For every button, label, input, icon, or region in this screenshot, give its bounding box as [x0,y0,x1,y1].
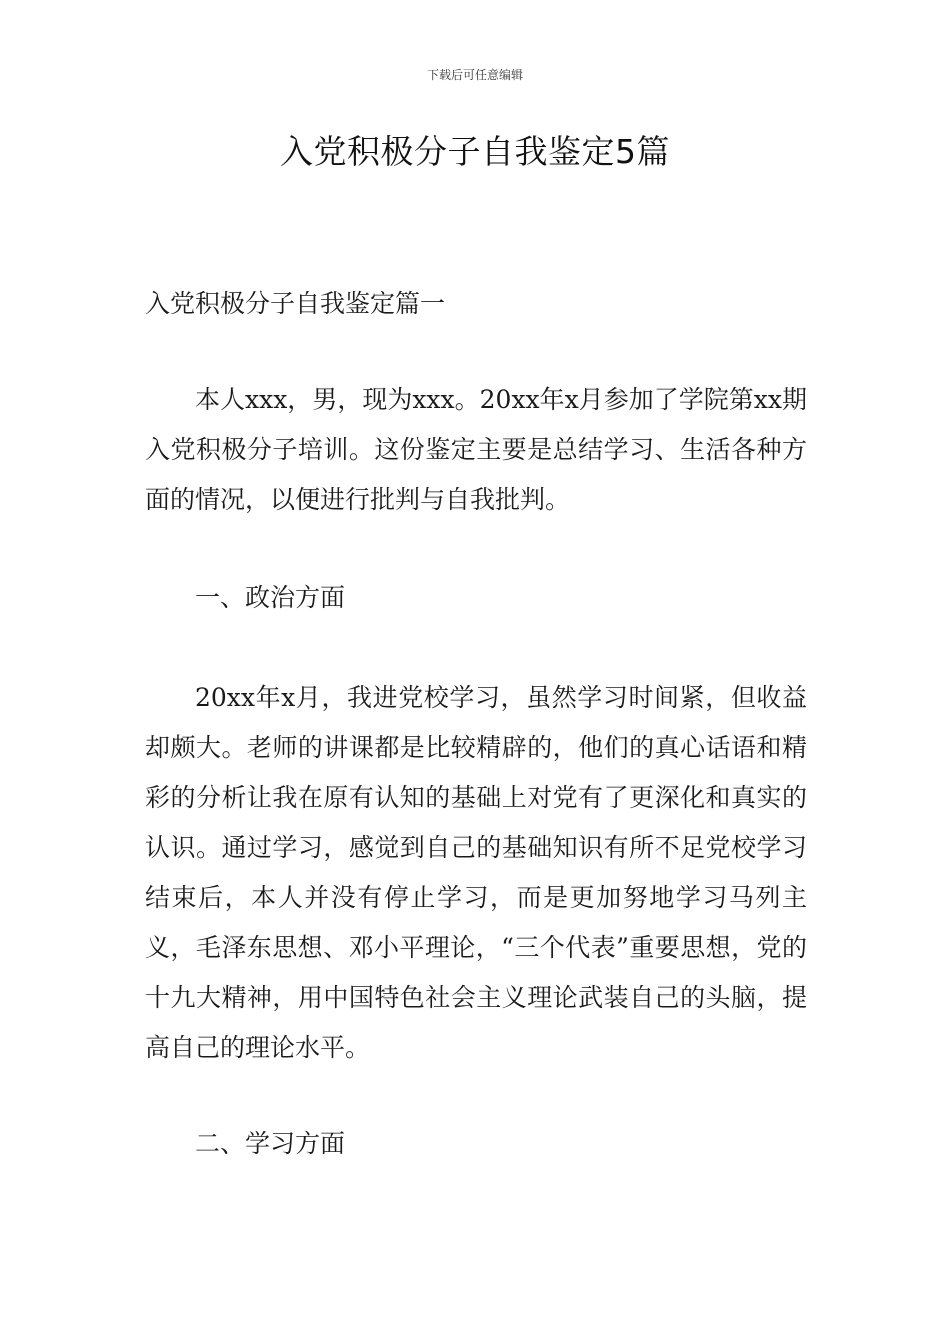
politics-heading: 一、政治方面 [195,583,346,612]
intro-paragraph: 本人xxx，男，现为xxx。20xx年x月参加了学院第xx期入党积极分子培训。这份鉴定主要是总结学习、生活各种方面的情况，以便进行批判与自我批判。 [145,385,807,514]
header-note: 下载后可任意编辑 [426,68,523,82]
study-heading: 二、学习方面 [195,1129,346,1158]
document-title: 入党积极分子自我鉴定5篇 [280,132,670,171]
politics-paragraph: 20xx年x月，我进党校学习，虽然学习时间紧，但收益却颇大。老师的讲课都是比较精辟的，他们的真心话语和精彩的分析让我在原有认知的基础上对党有了更深化和真实的认识。通过学习，感觉到自己的基础知识有所不足党校学习结束后，本人并没有停止学习，而是更加努地学习马列主义，毛泽东思想、邓小平理论，“三个代表”重要思想，党的十九大精神，用中国特色社会主义理论武装自己的头脑，提高自己的理论水平。 [145,683,807,1062]
section-heading: 入党积极分子自我鉴定篇一 [145,289,446,318]
